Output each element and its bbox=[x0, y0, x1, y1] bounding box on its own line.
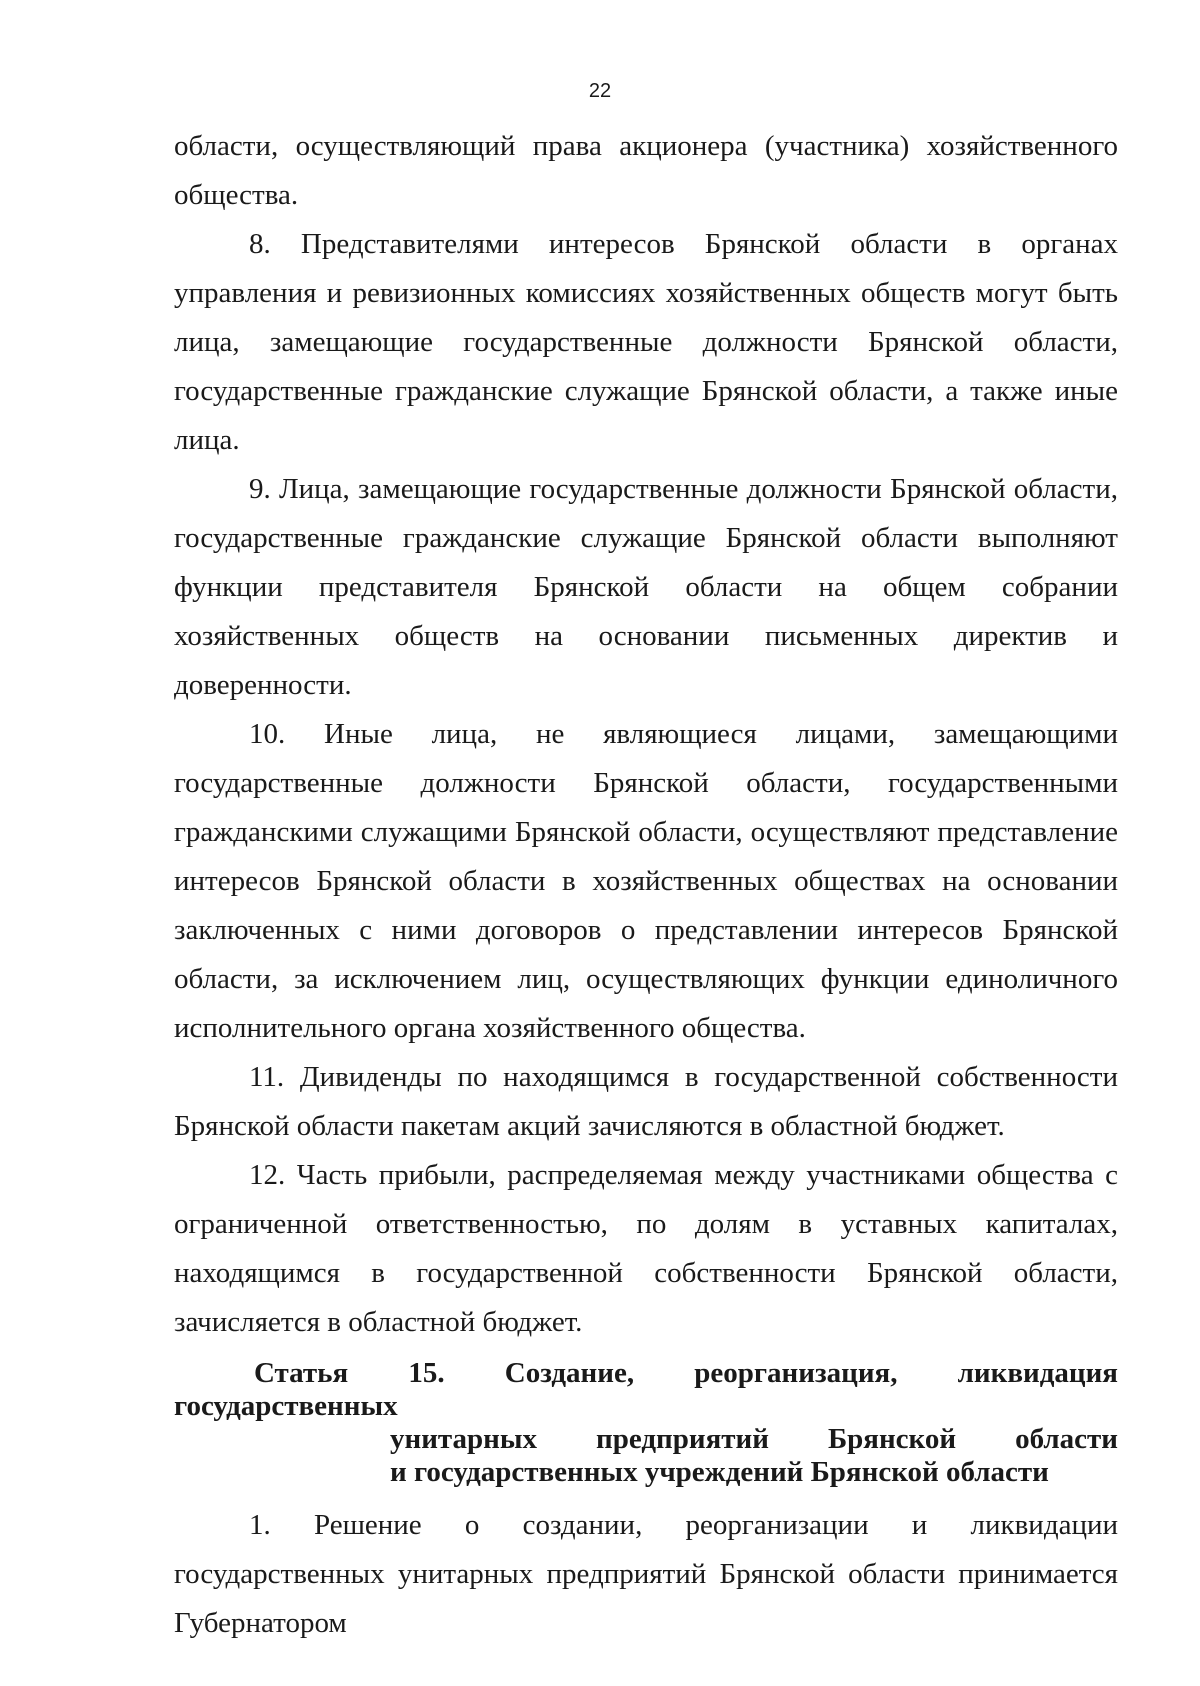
paragraph: 10. Иные лица, не являющиеся лицами, замещающими государственные должности Брянской области, государственными гражданскими служащими Брянской области, осуществляют представление интересов Брянской области в хозяйственных обществах на основании заключенных с ними договоров о представлении интересов Брянской области, за исключением лиц, осуществляющих функции единоличного исполнительного органа хозяйственного общества. bbox=[174, 718, 1118, 1044]
article-heading-line: Статья 15. Создание, реорганизация, ликвидация государственных bbox=[174, 1357, 1118, 1422]
paragraph: 11. Дивиденды по находящимся в государственной собственности Брянской области пакетам акций зачисляются в областной бюджет. bbox=[174, 1061, 1118, 1142]
paragraph: 8. Представителями интересов Брянской области в органах управления и ревизионных комиссиях хозяйственных обществ могут быть лица, замещающие государственные должности Брянской области, государственные гражданские служащие Брянской области, а также иные лица. bbox=[174, 228, 1118, 456]
paragraph: 9. Лица, замещающие государственные должности Брянской области, государственные гражданские служащие Брянской области выполняют функции представителя Брянской области на общем собрании хозяйственных обществ на основании письменных директив и доверенности. bbox=[174, 473, 1118, 701]
document-body bbox=[174, 122, 1118, 1648]
article-heading-line: унитарных предприятий Брянской области bbox=[390, 1423, 1118, 1455]
article-heading-line: и государственных учреждений Брянской области bbox=[390, 1456, 1049, 1488]
page-number: 22 bbox=[588, 80, 612, 102]
article-heading bbox=[174, 1357, 1118, 1489]
paragraph: области, осуществляющий права акционера (участника) хозяйственного общества. bbox=[174, 130, 1118, 211]
paragraph: 1. Решение о создании, реорганизации и ликвидации государственных унитарных предприятий Брянской области принимается Губернатором bbox=[174, 1509, 1118, 1639]
paragraph: 12. Часть прибыли, распределяемая между участниками общества с ограниченной ответственностью, по долям в уставных капиталах, находящимся в государственной собственности Брянской области, зачисляется в областной бюджет. bbox=[174, 1159, 1118, 1338]
